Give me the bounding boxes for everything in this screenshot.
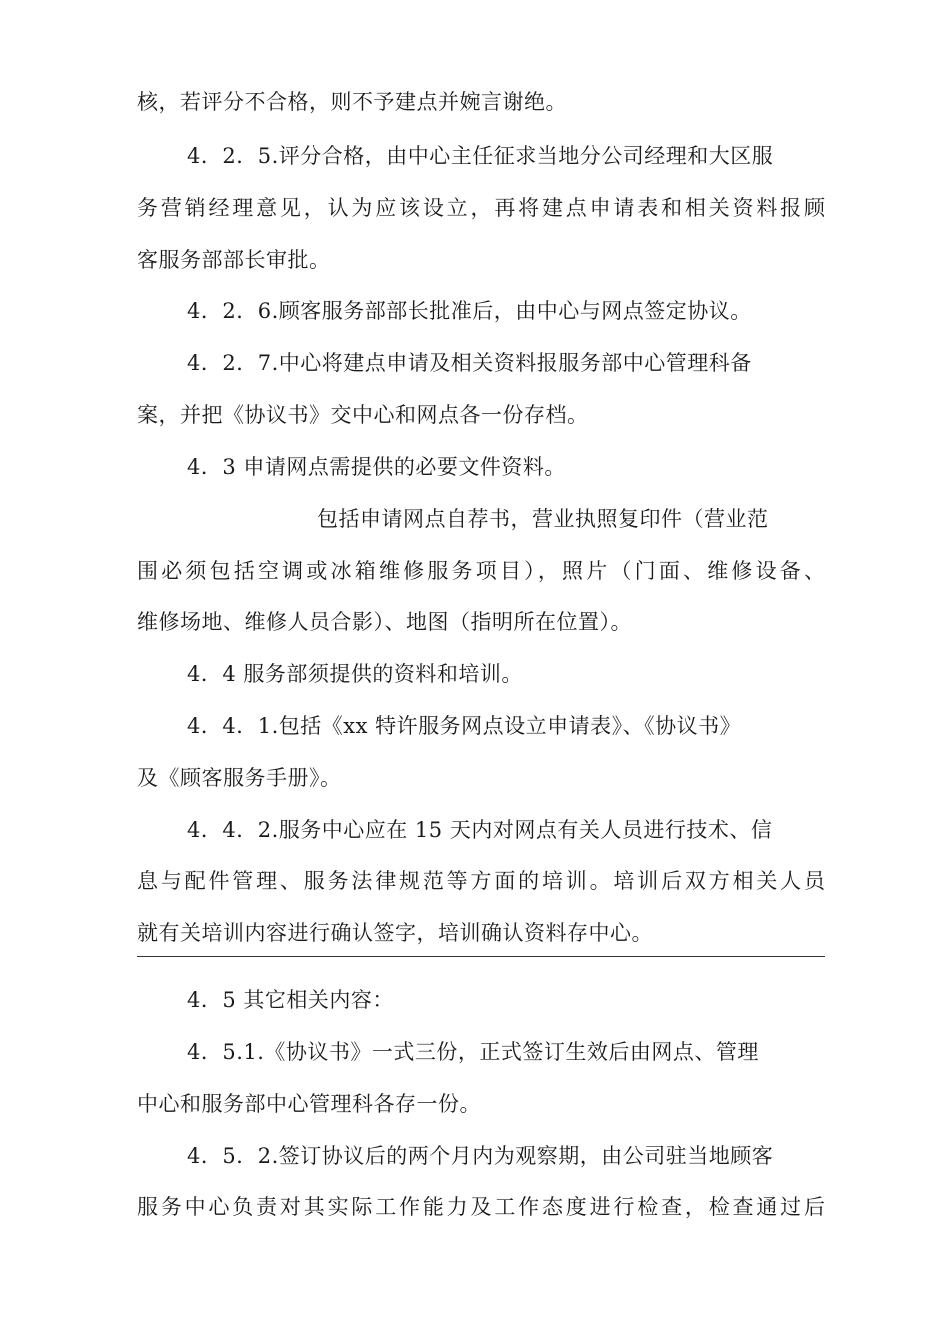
paragraph-line: 核，若评分不合格，则不予建点并婉言谢绝。 <box>137 90 567 114</box>
clause-4-5-1-line-1: 4．5.1.《协议书》一式三份，正式签订生效后由网点、管理 <box>187 1040 759 1064</box>
horizontal-divider <box>137 956 825 957</box>
clause-4-2-5-line-3: 客服务部部长审批。 <box>137 248 331 272</box>
section-4-3-line-3: 维修场地、维修人员合影）、地图（指明所在位置）。 <box>137 610 632 634</box>
clause-4-4-1-line-2: 及《顾客服务手册》。 <box>137 766 342 790</box>
clause-4-4-2-line-3: 就有关培训内容进行确认签字，培训确认资料存中心。 <box>137 921 653 945</box>
section-4-5-heading: 4．5 其它相关内容： <box>187 988 394 1012</box>
section-4-4-heading: 4．4 服务部须提供的资料和培训。 <box>187 662 523 686</box>
clause-4-4-1-line-1: 4．4．1.包括《xx 特许服务网点设立申请表》、《协议书》 <box>187 714 742 738</box>
section-4-3-heading: 4．3 申请网点需提供的必要文件资料。 <box>187 455 566 479</box>
section-4-3-line-1: 包括申请网点自荐书，营业执照复印件（营业范 <box>317 507 769 531</box>
clause-4-2-5-line-1: 4．2．5.评分合格，由中心主任征求当地分公司经理和大区服 <box>187 144 774 168</box>
clause-4-5-2-line-2: 服务中心负责对其实际工作能力及工作态度进行检查，检查通过后 <box>137 1195 825 1219</box>
clause-4-2-7-line-2: 案，并把《协议书》交中心和网点各一份存档。 <box>137 403 589 427</box>
clause-4-2-7-line-1: 4．2．7.中心将建点申请及相关资料报服务部中心管理科备 <box>187 351 752 375</box>
section-4-3-line-2: 围必须包括空调或冰箱维修服务项目），照片（门面、维修设备、 <box>137 559 825 583</box>
clause-4-4-2-line-1: 4．4．2.服务中心应在 15 天内对网点有关人员进行技术、信 <box>187 818 773 842</box>
clause-4-5-2-line-1: 4．5．2.签订协议后的两个月内为观察期，由公司驻当地顾客 <box>187 1144 774 1168</box>
clause-4-5-1-line-2: 中心和服务部中心管理科各存一份。 <box>137 1092 481 1116</box>
clause-4-2-5-line-2: 务营销经理意见，认为应该设立，再将建点申请表和相关资料报顾 <box>137 196 825 220</box>
clause-4-2-6: 4．2．6.顾客服务部部长批准后，由中心与网点签定协议。 <box>187 299 752 323</box>
clause-4-4-2-line-2: 息与配件管理、服务法律规范等方面的培训。培训后双方相关人员 <box>137 869 825 893</box>
